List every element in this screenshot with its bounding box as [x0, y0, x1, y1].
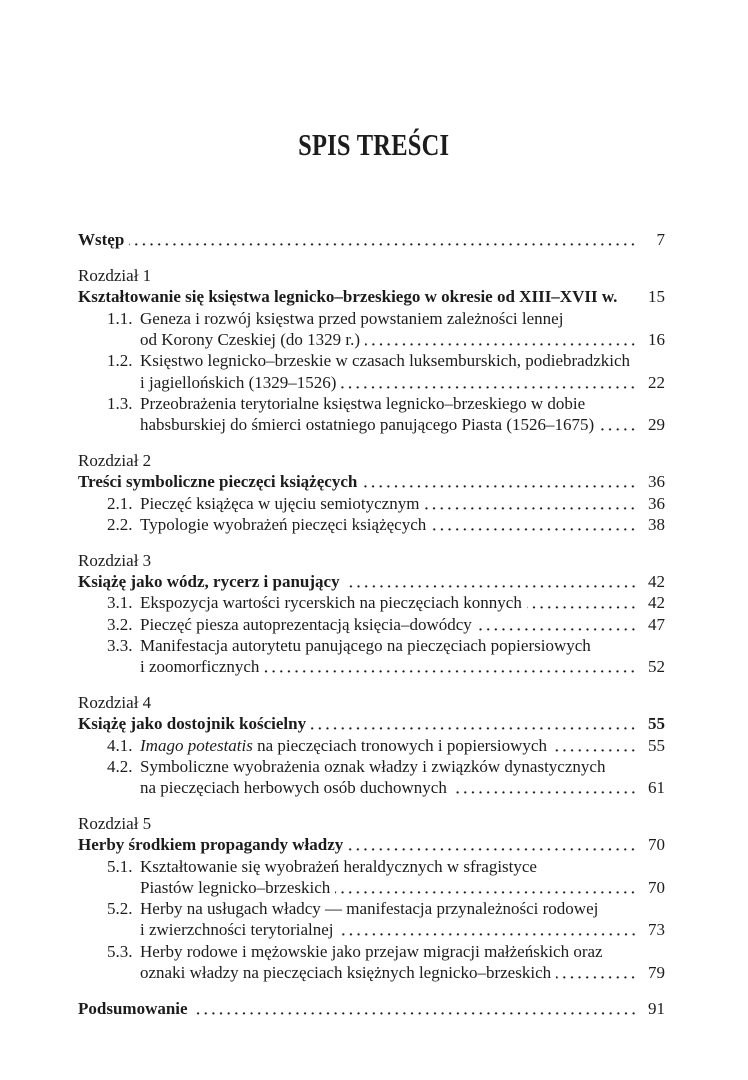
- page-number: 55: [648, 714, 665, 734]
- section-title-line: Geneza i rozwój księstwa przed powstaniem zależności lennej: [140, 308, 564, 328]
- dot-leader: [452, 777, 637, 798]
- section-5-1: [78, 856, 665, 899]
- section-line: [78, 635, 665, 656]
- chapter-label-row: [78, 692, 665, 713]
- section-line: [78, 941, 665, 962]
- dot-leader: [264, 656, 637, 677]
- section-line: [78, 877, 665, 898]
- section-number: 4.2.: [107, 756, 133, 776]
- section-1-1: [78, 308, 665, 351]
- dot-leader: [348, 834, 637, 855]
- section-title-line: na pieczęciach herbowych osób duchownych: [140, 778, 447, 798]
- dot-leader: [599, 414, 637, 435]
- section-title-line: Typologie wyobrażeń pieczęci książęcych: [140, 514, 427, 534]
- section-number: 4.1.: [107, 735, 133, 755]
- section-title-line: Symboliczne wyobrażenia oznak władzy i związków dynastycznych: [140, 756, 606, 776]
- chapter-title: Książę jako wódz, rycerz i panujący: [78, 572, 340, 591]
- section-line: [78, 756, 665, 777]
- page-number: 79: [648, 963, 665, 983]
- section-number: 1.2.: [107, 351, 133, 371]
- chapter-1: [78, 265, 665, 435]
- page-number: 22: [648, 372, 665, 392]
- dot-leader: [431, 514, 637, 535]
- section-title-line: habsburskiej do śmierci ostatniego panującego Piasta (1526–1675): [140, 415, 595, 435]
- dot-leader: [477, 614, 637, 635]
- section-3-3: [78, 635, 665, 678]
- section-4-2: [78, 756, 665, 799]
- chapter-heading: [78, 713, 665, 734]
- section-number: 5.1.: [107, 856, 133, 876]
- section-number: 2.1.: [107, 493, 133, 513]
- section-title-line: oznaki władzy na pieczęciach księżnych legnicko–brzeskich: [140, 963, 552, 983]
- section-number: 5.2.: [107, 899, 133, 919]
- page-number: 91: [648, 998, 665, 1018]
- chapter-label-row: [78, 450, 665, 471]
- chapter-label-row: [78, 265, 665, 286]
- page-number: 55: [648, 735, 665, 755]
- toc-entry-summary: [78, 998, 665, 1019]
- chapter-2: [78, 450, 665, 535]
- section-title-line: od Korony Czeskiej (do 1329 r.): [140, 330, 361, 350]
- section-line: [78, 962, 665, 983]
- section-line: [78, 308, 665, 329]
- page-number: 29: [648, 415, 665, 435]
- page-number: 42: [648, 593, 665, 613]
- dot-leader: [193, 998, 637, 1019]
- section-line: [78, 414, 665, 435]
- section-5-3: [78, 941, 665, 984]
- section-1-3: [78, 393, 665, 436]
- section-title-rest: na pieczęciach tronowych i popiersiowych: [257, 735, 547, 755]
- section-title-line: [140, 735, 547, 756]
- chapter-heading: [78, 571, 665, 592]
- table-of-contents: [78, 229, 665, 1019]
- section-title-line: Pieczęć piesza autoprezentacją księcia–dowódcy: [140, 614, 472, 634]
- chapter-4: [78, 692, 665, 798]
- section-line: [78, 372, 665, 393]
- dot-leader: [365, 329, 637, 350]
- page-number: 36: [648, 472, 665, 492]
- page-number: 61: [648, 778, 665, 798]
- section-3-2: [78, 614, 665, 635]
- chapter-title: Herby środkiem propagandy władzy: [78, 835, 344, 855]
- section-line: [78, 393, 665, 414]
- section-5-2: [78, 898, 665, 941]
- chapter-heading: [78, 834, 665, 855]
- chapter-label: Rozdział 5: [78, 813, 152, 833]
- section-line: [78, 856, 665, 877]
- section-number: 1.1.: [107, 308, 133, 328]
- section-line: [78, 919, 665, 940]
- section-line: [78, 329, 665, 350]
- section-title-line: Kształtowanie się wyobrażeń heraldycznych w sfragistyce: [140, 856, 537, 876]
- toc-entry-intro: [78, 229, 665, 250]
- dot-leader: [424, 493, 637, 514]
- page-number: 47: [648, 614, 665, 634]
- section-title-line: i zoomorficznych: [140, 657, 260, 677]
- section-3-1: [78, 592, 665, 613]
- page-number: 73: [648, 920, 665, 940]
- section-number: 1.3.: [107, 393, 133, 413]
- section-title-line: i jagiellońskich (1329–1526): [140, 372, 337, 392]
- chapter-heading: [78, 286, 665, 307]
- page-number: 42: [648, 572, 665, 591]
- section-number: 3.3.: [107, 635, 133, 655]
- chapter-label: Rozdział 4: [78, 692, 152, 712]
- dot-leader: [527, 592, 637, 613]
- page-number: 15: [648, 287, 665, 307]
- chapter-3: [78, 550, 665, 678]
- section-number: 3.1.: [107, 593, 133, 613]
- page-number: 7: [656, 230, 665, 250]
- chapter-heading: [78, 471, 665, 492]
- section-title-line: Herby na usługach władcy — manifestacja przynależności rodowej: [140, 899, 599, 919]
- dot-leader: [362, 471, 637, 492]
- summary-title: Podsumowanie: [78, 998, 188, 1018]
- page-number: 70: [648, 835, 665, 855]
- section-1-2: [78, 350, 665, 393]
- section-number: 2.2.: [107, 514, 133, 534]
- dot-leader: [341, 372, 637, 393]
- section-title-line: Pieczęć książęca w ujęciu semiotycznym: [140, 493, 420, 513]
- dot-leader: [345, 571, 637, 592]
- page-number: 52: [648, 657, 665, 677]
- section-2-1: [78, 493, 665, 514]
- chapter-label-row: [78, 813, 665, 834]
- section-4-1: [78, 735, 665, 756]
- dot-leader: [556, 962, 637, 983]
- section-title-line: Księstwo legnicko–brzeskie w czasach luksemburskich, podiebradzkich: [140, 351, 631, 371]
- section-title-italic: Imago potestatis: [140, 735, 253, 755]
- section-number: 5.3.: [107, 941, 133, 961]
- dot-leader: [129, 229, 637, 250]
- chapter-label: Rozdział 1: [78, 266, 152, 286]
- section-line: [78, 777, 665, 798]
- section-line: [78, 656, 665, 677]
- intro-title: Wstęp: [78, 230, 125, 250]
- page-number: 38: [648, 514, 665, 534]
- dot-leader: [552, 735, 637, 756]
- chapter-title: Książę jako dostojnik kościelny: [78, 714, 307, 734]
- chapter-title: Kształtowanie się księstwa legnicko–brzeskiego w okresie od XIII–XVII w.: [78, 287, 618, 307]
- chapter-label: Rozdział 3: [78, 550, 152, 570]
- section-number: 3.2.: [107, 614, 133, 634]
- page-title-text: SPIS TREŚCI: [298, 127, 450, 162]
- chapter-5: [78, 813, 665, 983]
- chapter-label-row: [78, 550, 665, 571]
- section-title-line: Piastów legnicko–brzeskich: [140, 877, 331, 897]
- section-title-line: Ekspozycja wartości rycerskich na pieczęciach konnych: [140, 593, 522, 613]
- section-title-line: Manifestacja autorytetu panującego na pieczęciach popiersiowych: [140, 635, 591, 655]
- section-line: [78, 350, 665, 371]
- page-title: [0, 127, 748, 163]
- dot-leader: [339, 919, 637, 940]
- dot-leader: [335, 877, 637, 898]
- dot-leader: [311, 713, 637, 734]
- section-title-line: Przeobrażenia terytorialne księstwa legnicko–brzeskiego w dobie: [140, 393, 586, 413]
- page-number: 70: [648, 877, 665, 897]
- page-number: 16: [648, 330, 665, 350]
- section-title-line: Herby rodowe i mężowskie jako przejaw migracji małżeńskich oraz: [140, 941, 603, 961]
- section-title-line: i zwierzchności terytorialnej: [140, 920, 334, 940]
- chapter-label: Rozdział 2: [78, 451, 152, 471]
- section-line: [78, 898, 665, 919]
- section-2-2: [78, 514, 665, 535]
- chapter-title: Treści symboliczne pieczęci książęcych: [78, 472, 358, 492]
- page-number: 36: [648, 493, 665, 513]
